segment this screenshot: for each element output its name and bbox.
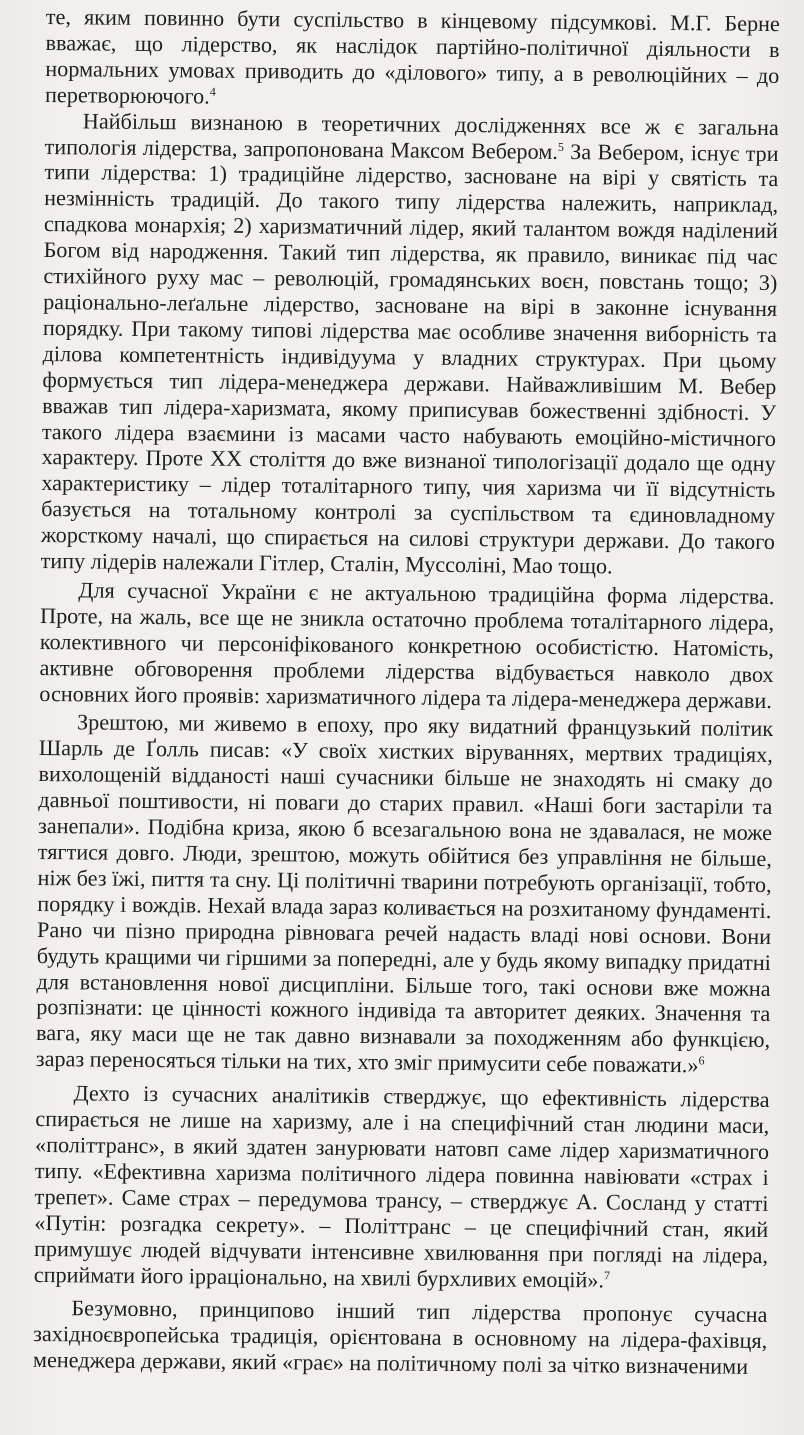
paragraph-text: Для сучасної України є не актуальною традиційна форма лідерства. Проте, на жаль, все ще не зникла остаточно проблема тоталітарного лідера, колективного чи персоніфікованого конкретною особистістю. Натомість, активне обговорення проблеми лідерства відбувається навколо двох основних його проявів: харизматичного лідера та лідера-менеджера держави. (39, 577, 775, 713)
paragraph-continuation (45, 4, 780, 115)
paragraph-western-tradition (33, 1295, 768, 1380)
paragraph-text-continued: За Вебером, існує три типи лідерства: 1) традиційне лідерство, засноване на вірі у святість та незмінність традицій. До такого типу лідерства належить, наприклад, спадкова монархія; 2) харизматичний лідер, який талантом вождя наділений Богом від народження. Такий тип лідерства, як правило, виникає під час стихійного руху мас – революцій, громадянських воєн, повстань тощо; 3) раціонально-леґальне лідерство, засноване на вірі в законне існування порядку. При такому типові лідерства має особливе значення виборність та ділова компетентність індивідуума у владних структурах. При цьому формується тип лідера-менеджера держави. Найважливішим М. Вебер вважав тип лідера-харизмата, якому приписував божественні здібності. У такого лідера взаємини із масами часто набувають емоційно-містичного характеру. Проте ХХ століття до вже визнаної типологізації додало ще одну характеристику – лідер тоталітарного типу, чия харизма чи її відсутність базується на тотальному контролі за суспільством та єдиновладному жорсткому началі, що спирається на силові структури держави. До такого типу лідерів належали Гітлер, Сталін, Муссоліні, Мао тощо. (40, 138, 779, 579)
paragraph-text: Зрештою, ми живемо в епоху, про яку видатний французький політик Шарль де Ґолль писав: «У своїх хистких віруваннях, мертвих традиціях, вихолощеній відданості наші сучасники більше не знаходять ні смаку до давньої поштивости, ні поваги до старих правил. «Наші боги застаріли та занепали». Подібна криза, якою б всезагальною вона не здавалася, не може тягтися довго. Люди, зрештою, можуть обійтися без управління не більше, ніж без їжі, пиття та сну. Ці політичні тварини потребують організації, тобто, порядку і вождів. Нехай влада зараз коливається на розхитаному фундаменті. Рано чи пізно природна рівновага речей надасть владі нові основи. Вони будуть кращими чи гіршими за попередні, але у будь якому випадку придатні для встановлення нової дисципліни. Більше того, такі основи вже можна розпізнати: це цінності кожного індивіда та авторитет деяких. Значення та вага, яку маси ще не так давно визнавали за походженням або функцією, зараз переносяться тільки на тих, хто зміг примусити себе поважати.» (35, 709, 774, 1078)
footnote-marker: 5 (557, 139, 564, 154)
footnote-marker: 6 (698, 1053, 705, 1068)
body-text (33, 4, 780, 1380)
paragraph-text: Дехто із сучасних аналітиків стверджує, що ефективність лідерства спирається не лише на харизму, але і на специфічний стан людини маси, «політтранс», в який здатен занурювати натовп саме лідер харизматичного типу. «Ефективна харизма політичного лідера повинна навіювати «страх і трепет». Саме страх – передумова трансу, – стверджує А. Сосланд у статті «Путін: розгадка секрету». – Політтранс – це специфічний стан, який примушує людей відчувати інтенсивне хвилювання при погляді на лідера, сприймати його ірраціонально, на хвилі бурхливих емоцій». (33, 1080, 770, 1292)
paragraph-text: те, яким повинно бути суспільство в кінцевому підсумкові. М.Г. Берне вважає, що лідерство, як наслідок партійно-політичної діяльности в нормальних умовах приводить до «ділового» типу, а в революційних – до перетворюючого. (45, 4, 780, 109)
paragraph-charisma-trance (34, 1080, 770, 1294)
paragraph-ukraine-leadership (39, 577, 774, 714)
paragraph-text: Безумовно, принципово інший тип лідерства пропонує сучасна західноєвропейська традиція, орієнтована в основному на лідера-фахівця, менеджера держави, який «грає» на політичному полі за чітко визначеними (32, 1295, 768, 1380)
paragraph-weber-typology (41, 108, 779, 581)
footnote-marker: 4 (209, 84, 216, 99)
paragraph-de-gaulle-quote (36, 709, 773, 1079)
footnote-marker: 7 (603, 1267, 611, 1282)
paragraph-text: Найбільш визнаною в теоретичних дослідженнях все ж є загальна типологія лідерства, запропонована Максом Вебером. (44, 107, 779, 164)
